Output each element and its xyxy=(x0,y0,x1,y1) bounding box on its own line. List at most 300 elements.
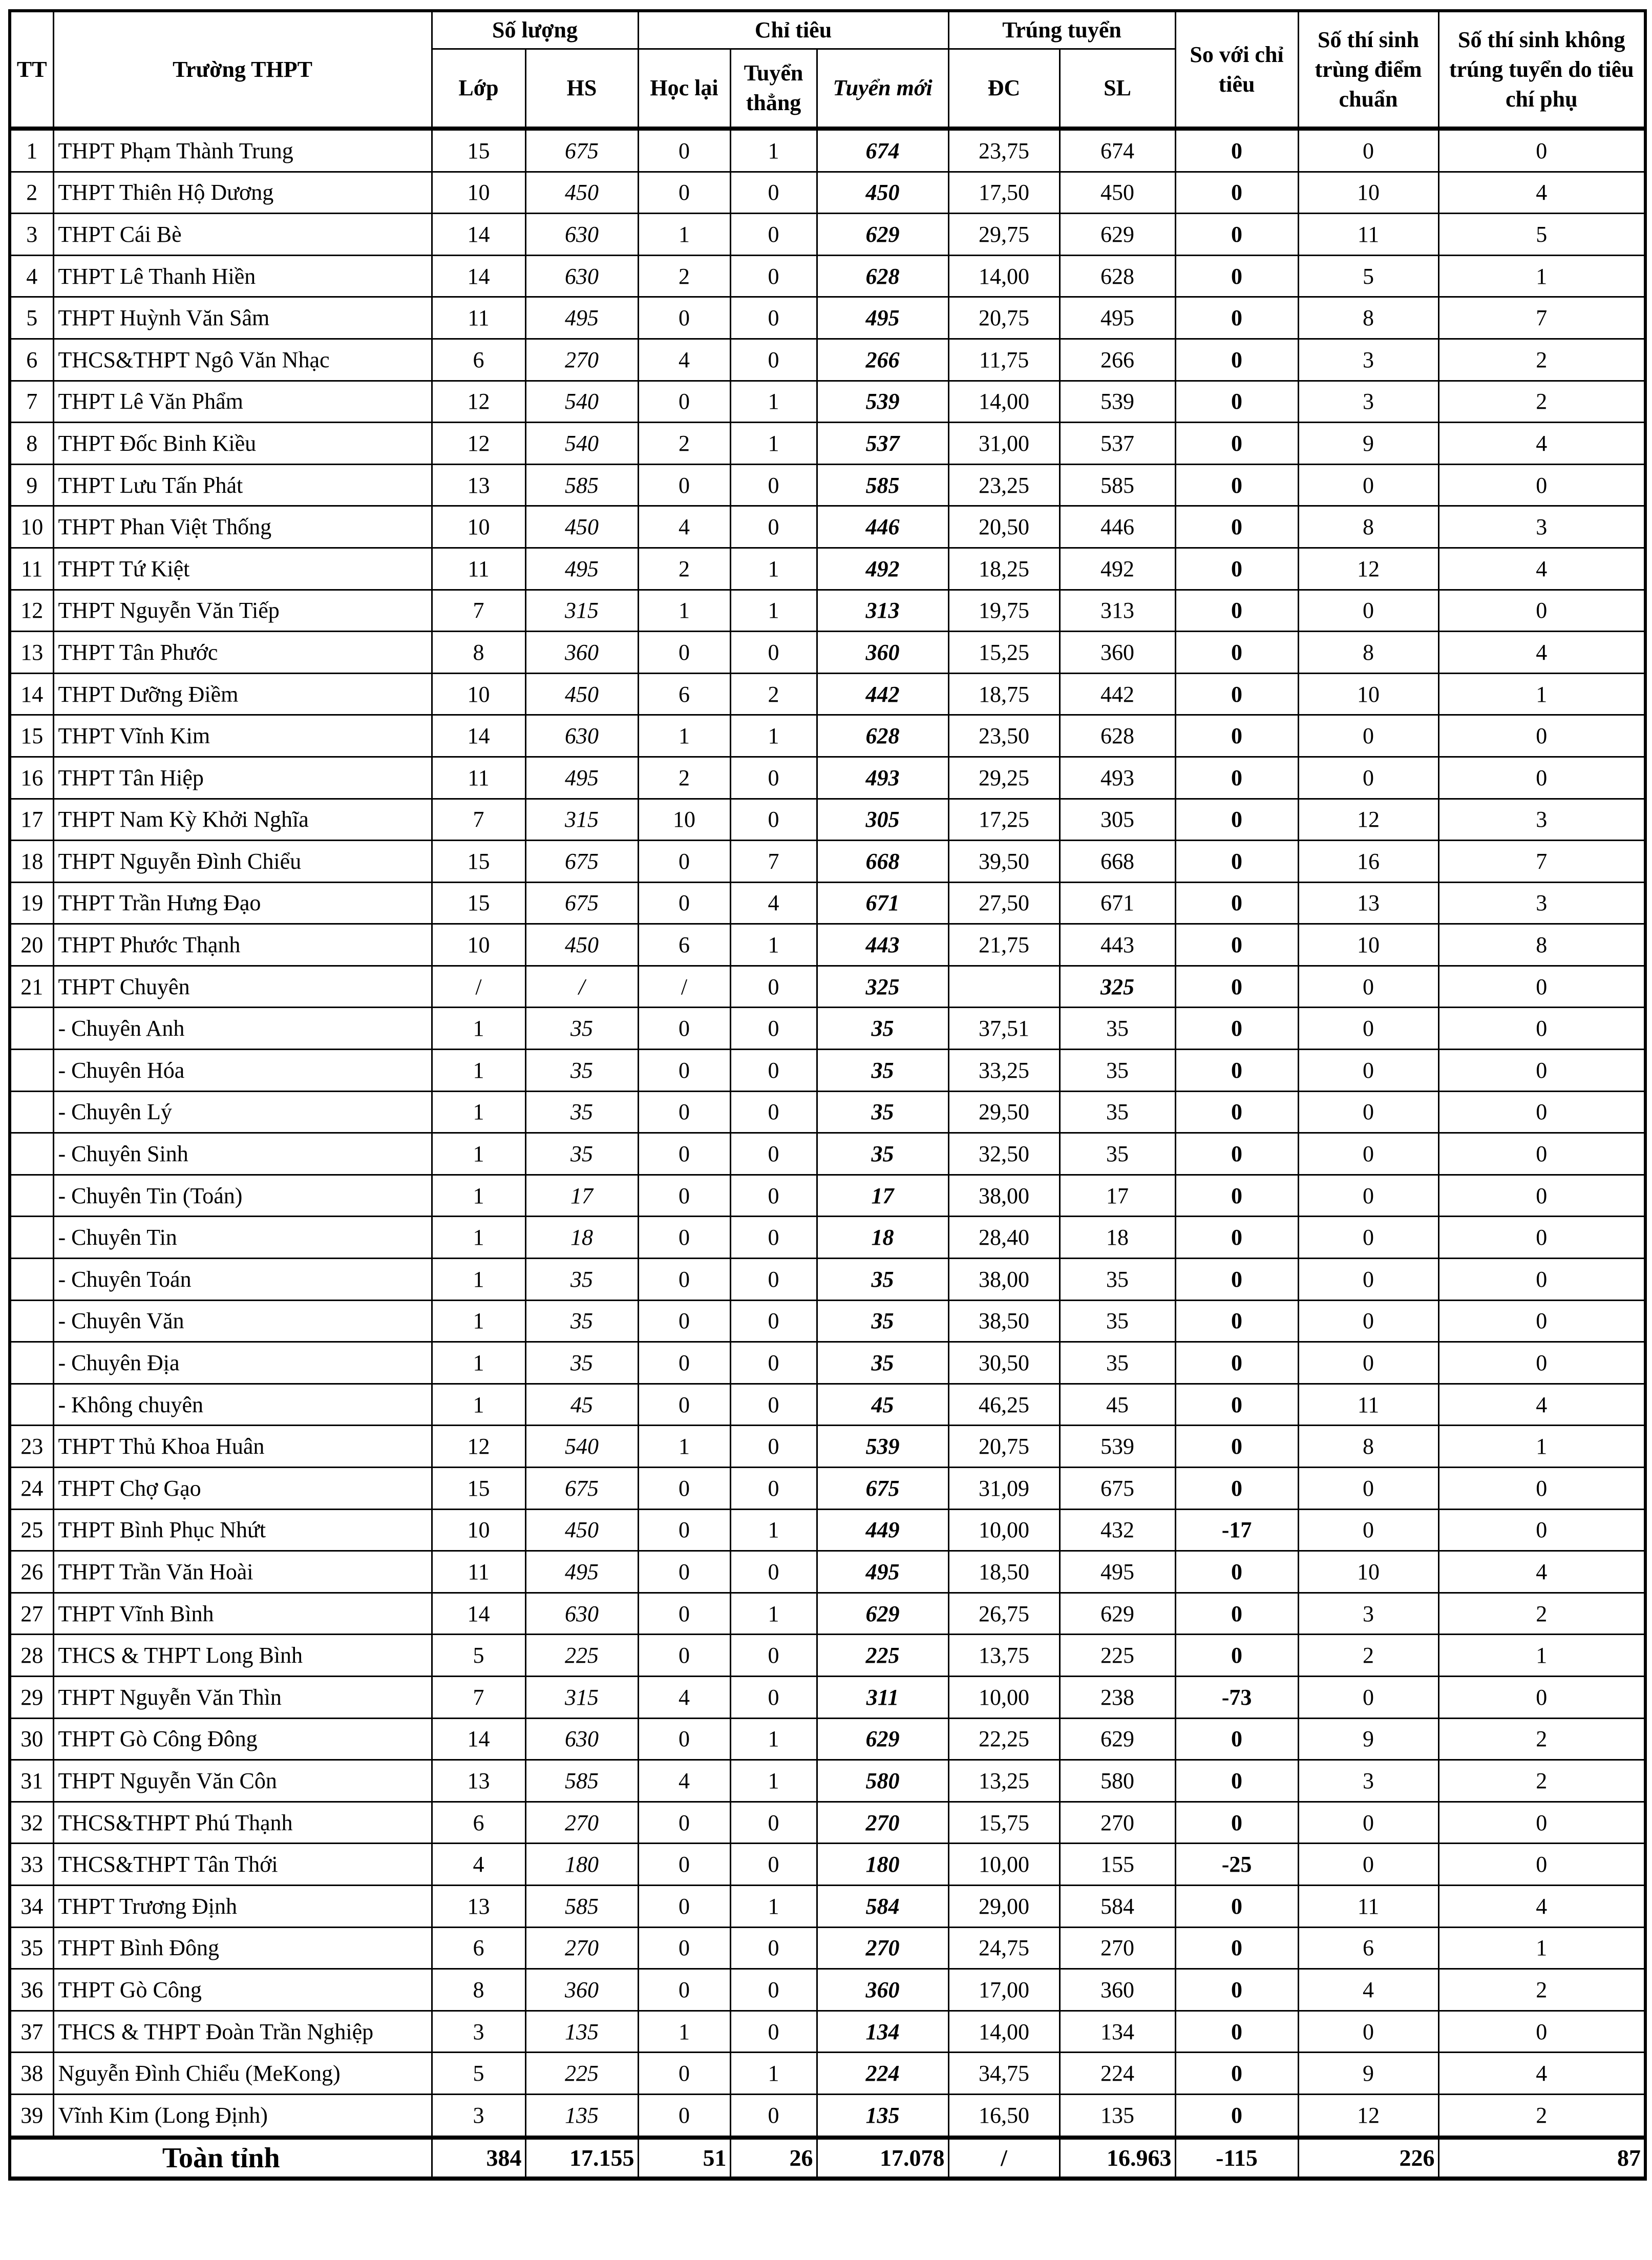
cell-trung-diem: 12 xyxy=(1298,2094,1438,2137)
cell-hs: 495 xyxy=(525,1551,638,1593)
cell-so-voi: 0 xyxy=(1175,924,1298,966)
cell-tt: 16 xyxy=(10,757,53,799)
cell-lop: 6 xyxy=(432,339,525,381)
cell-khong-trung: 0 xyxy=(1438,1175,1645,1217)
cell-trung-diem: 0 xyxy=(1298,1050,1438,1092)
cell-tt: 21 xyxy=(10,966,53,1008)
cell-lop: 14 xyxy=(432,255,525,297)
table-row xyxy=(10,1885,1645,1927)
cell-tuyen-moi: 446 xyxy=(817,506,948,548)
cell-tt: 2 xyxy=(10,172,53,214)
cell-so-voi: 0 xyxy=(1175,757,1298,799)
cell-tuyen-moi: 537 xyxy=(817,423,948,465)
cell-lop: 5 xyxy=(432,2053,525,2095)
cell-so-voi: 0 xyxy=(1175,1384,1298,1426)
cell-sl: 585 xyxy=(1060,464,1175,506)
cell-tt xyxy=(10,1217,53,1259)
cell-hoc-lai: 0 xyxy=(638,841,730,883)
cell-tuyen-moi: 585 xyxy=(817,464,948,506)
cell-trung-diem: 0 xyxy=(1298,1844,1438,1886)
cell-tt: 13 xyxy=(10,632,53,674)
cell-tuyen-moi: 629 xyxy=(817,1718,948,1760)
cell-tuyen-moi: 17 xyxy=(817,1175,948,1217)
cell-tt xyxy=(10,1300,53,1342)
cell-hoc-lai: 0 xyxy=(638,882,730,924)
cell-lop: 1 xyxy=(432,1217,525,1259)
cell-tuyen-thang: 0 xyxy=(730,1969,817,2011)
cell-so-voi: 0 xyxy=(1175,214,1298,256)
cell-tt: 25 xyxy=(10,1509,53,1551)
table-row xyxy=(10,1259,1645,1301)
cell-khong-trung: 0 xyxy=(1438,1802,1645,1844)
cell-tuyen-thang: 0 xyxy=(730,1802,817,1844)
cell-tuyen-moi: 35 xyxy=(817,1008,948,1050)
cell-tuyen-moi: 311 xyxy=(817,1676,948,1718)
cell-tuyen-moi: 270 xyxy=(817,1802,948,1844)
cell-khong-trung: 0 xyxy=(1438,1844,1645,1886)
cell-school: THCS & THPT Đoàn Trần Nghiệp xyxy=(53,2011,432,2053)
cell-trung-diem: 0 xyxy=(1298,1259,1438,1301)
cell-dc: 39,50 xyxy=(948,841,1060,883)
total-row xyxy=(10,2138,1645,2179)
cell-so-voi: 0 xyxy=(1175,506,1298,548)
cell-school: THPT Thủ Khoa Huân xyxy=(53,1426,432,1468)
cell-tt xyxy=(10,1259,53,1301)
cell-school: THPT Nguyễn Văn Côn xyxy=(53,1760,432,1802)
table-row xyxy=(10,1551,1645,1593)
cell-hs: / xyxy=(525,966,638,1008)
header-hs: HS xyxy=(525,49,638,129)
cell-dc: 38,00 xyxy=(948,1175,1060,1217)
cell-dc: 21,75 xyxy=(948,924,1060,966)
table-row xyxy=(10,1718,1645,1760)
cell-tuyen-thang: 1 xyxy=(730,2053,817,2095)
cell-tt: 15 xyxy=(10,715,53,757)
cell-so-voi: 0 xyxy=(1175,1091,1298,1133)
cell-tt: 32 xyxy=(10,1802,53,1844)
cell-lop: 13 xyxy=(432,464,525,506)
cell-dc: 23,25 xyxy=(948,464,1060,506)
cell-tuyen-thang: 1 xyxy=(730,1885,817,1927)
cell-trung-diem: 8 xyxy=(1298,297,1438,339)
cell-school: THPT Nguyễn Đình Chiểu xyxy=(53,841,432,883)
header-khong-trung: Số thí sinh không trúng tuyển do tiêu chí phụ xyxy=(1438,11,1645,129)
cell-tuyen-thang: 0 xyxy=(730,1175,817,1217)
cell-dc: 10,00 xyxy=(948,1844,1060,1886)
cell-tuyen-thang: 0 xyxy=(730,1050,817,1092)
cell-hs: 450 xyxy=(525,506,638,548)
cell-dc: 15,25 xyxy=(948,632,1060,674)
cell-hs: 18 xyxy=(525,1217,638,1259)
cell-school: THPT Tứ Kiệt xyxy=(53,548,432,590)
header-chi-tieu: Chỉ tiêu xyxy=(638,11,948,49)
header-sl: SL xyxy=(1060,49,1175,129)
cell-tuyen-moi: 180 xyxy=(817,1844,948,1886)
cell-hoc-lai: 0 xyxy=(638,1802,730,1844)
cell-hoc-lai: 0 xyxy=(638,1844,730,1886)
cell-hs: 270 xyxy=(525,1802,638,1844)
cell-school: THPT Lưu Tấn Phát xyxy=(53,464,432,506)
cell-hoc-lai: 4 xyxy=(638,1676,730,1718)
cell-lop: 14 xyxy=(432,214,525,256)
cell-tuyen-moi: 442 xyxy=(817,673,948,715)
cell-trung-diem: 12 xyxy=(1298,799,1438,841)
cell-lop: 14 xyxy=(432,1593,525,1635)
cell-dc: 20,75 xyxy=(948,297,1060,339)
cell-school: THCS&THPT Ngô Văn Nhạc xyxy=(53,339,432,381)
cell-tt: 10 xyxy=(10,506,53,548)
cell-khong-trung: 0 xyxy=(1438,1091,1645,1133)
cell-hoc-lai: 0 xyxy=(638,129,730,172)
table-row xyxy=(10,339,1645,381)
cell-tt: 19 xyxy=(10,882,53,924)
cell-sl: 35 xyxy=(1060,1342,1175,1384)
cell-tt: 17 xyxy=(10,799,53,841)
cell-so-voi: 0 xyxy=(1175,1133,1298,1175)
cell-tuyen-moi: 35 xyxy=(817,1091,948,1133)
cell-khong-trung: 0 xyxy=(1438,2011,1645,2053)
cell-dc: 30,50 xyxy=(948,1342,1060,1384)
cell-sl: 17 xyxy=(1060,1175,1175,1217)
total-label: Toàn tỉnh xyxy=(10,2138,432,2179)
cell-sl: 325 xyxy=(1060,966,1175,1008)
cell-trung-diem: 0 xyxy=(1298,1008,1438,1050)
cell-tuyen-moi: 671 xyxy=(817,882,948,924)
cell-khong-trung: 0 xyxy=(1438,1133,1645,1175)
cell-tuyen-thang: 7 xyxy=(730,841,817,883)
cell-so-voi: 0 xyxy=(1175,1760,1298,1802)
cell-khong-trung: 3 xyxy=(1438,882,1645,924)
cell-khong-trung: 0 xyxy=(1438,129,1645,172)
table-row xyxy=(10,255,1645,297)
cell-lop: 1 xyxy=(432,1384,525,1426)
cell-sl: 495 xyxy=(1060,297,1175,339)
cell-school: THPT Phan Việt Thống xyxy=(53,506,432,548)
cell-so-voi: 0 xyxy=(1175,1426,1298,1468)
cell-hs: 225 xyxy=(525,2053,638,2095)
cell-khong-trung: 0 xyxy=(1438,1217,1645,1259)
admission-results-table xyxy=(8,9,1647,2181)
cell-hoc-lai: 2 xyxy=(638,548,730,590)
cell-tuyen-moi: 580 xyxy=(817,1760,948,1802)
cell-lop: 10 xyxy=(432,1509,525,1551)
cell-trung-diem: 10 xyxy=(1298,924,1438,966)
cell-trung-diem: 3 xyxy=(1298,339,1438,381)
cell-hs: 450 xyxy=(525,673,638,715)
cell-sl: 18 xyxy=(1060,1217,1175,1259)
header-school: Trường THPT xyxy=(53,11,432,129)
cell-dc: 20,50 xyxy=(948,506,1060,548)
cell-sl: 493 xyxy=(1060,757,1175,799)
cell-tuyen-thang: 0 xyxy=(730,1676,817,1718)
cell-hoc-lai: 0 xyxy=(638,2053,730,2095)
total-lop: 384 xyxy=(432,2138,525,2179)
cell-trung-diem: 0 xyxy=(1298,1300,1438,1342)
cell-tt: 29 xyxy=(10,1676,53,1718)
cell-khong-trung: 2 xyxy=(1438,1760,1645,1802)
cell-khong-trung: 1 xyxy=(1438,255,1645,297)
cell-khong-trung: 4 xyxy=(1438,548,1645,590)
cell-hoc-lai: 6 xyxy=(638,673,730,715)
cell-so-voi: 0 xyxy=(1175,1217,1298,1259)
table-row xyxy=(10,799,1645,841)
table-row xyxy=(10,757,1645,799)
cell-tuyen-moi: 584 xyxy=(817,1885,948,1927)
cell-tt: 28 xyxy=(10,1635,53,1677)
cell-tuyen-thang: 0 xyxy=(730,632,817,674)
cell-dc: 28,40 xyxy=(948,1217,1060,1259)
cell-sl: 35 xyxy=(1060,1259,1175,1301)
cell-trung-diem: 0 xyxy=(1298,966,1438,1008)
cell-dc: 14,00 xyxy=(948,381,1060,423)
table-row xyxy=(10,1969,1645,2011)
cell-sl: 35 xyxy=(1060,1050,1175,1092)
cell-school: THPT Tân Phước xyxy=(53,632,432,674)
cell-tuyen-moi: 492 xyxy=(817,548,948,590)
cell-lop: 11 xyxy=(432,1551,525,1593)
cell-tuyen-moi: 360 xyxy=(817,632,948,674)
cell-tt: 20 xyxy=(10,924,53,966)
cell-so-voi: 0 xyxy=(1175,1259,1298,1301)
cell-school: THPT Lê Văn Phẩm xyxy=(53,381,432,423)
cell-tuyen-moi: 35 xyxy=(817,1050,948,1092)
table-row xyxy=(10,1426,1645,1468)
cell-hoc-lai: 0 xyxy=(638,1468,730,1510)
table-row xyxy=(10,1217,1645,1259)
cell-dc: 22,25 xyxy=(948,1718,1060,1760)
cell-dc: 29,00 xyxy=(948,1885,1060,1927)
cell-trung-diem: 0 xyxy=(1298,129,1438,172)
cell-so-voi: 0 xyxy=(1175,1300,1298,1342)
cell-hoc-lai: 0 xyxy=(638,172,730,214)
cell-hs: 270 xyxy=(525,339,638,381)
cell-lop: 1 xyxy=(432,1091,525,1133)
cell-trung-diem: 8 xyxy=(1298,1426,1438,1468)
table-row xyxy=(10,1676,1645,1718)
total-dc: / xyxy=(948,2138,1060,2179)
cell-school: - Chuyên Anh xyxy=(53,1008,432,1050)
cell-hoc-lai: 0 xyxy=(638,1091,730,1133)
cell-school: THPT Trần Hưng Đạo xyxy=(53,882,432,924)
cell-tuyen-thang: 4 xyxy=(730,882,817,924)
cell-dc: 19,75 xyxy=(948,590,1060,632)
cell-tt xyxy=(10,1091,53,1133)
cell-so-voi: 0 xyxy=(1175,1551,1298,1593)
cell-hs: 315 xyxy=(525,590,638,632)
cell-so-voi: 0 xyxy=(1175,381,1298,423)
cell-dc: 13,75 xyxy=(948,1635,1060,1677)
cell-school: THCS&THPT Phú Thạnh xyxy=(53,1802,432,1844)
header-hoc-lai: Học lại xyxy=(638,49,730,129)
cell-khong-trung: 4 xyxy=(1438,1885,1645,1927)
cell-trung-diem: 11 xyxy=(1298,1885,1438,1927)
cell-tuyen-moi: 675 xyxy=(817,1468,948,1510)
cell-hoc-lai: 0 xyxy=(638,1969,730,2011)
cell-khong-trung: 0 xyxy=(1438,1342,1645,1384)
cell-hoc-lai: 4 xyxy=(638,506,730,548)
cell-hoc-lai: 0 xyxy=(638,1217,730,1259)
cell-sl: 35 xyxy=(1060,1091,1175,1133)
cell-khong-trung: 1 xyxy=(1438,673,1645,715)
cell-trung-diem: 8 xyxy=(1298,632,1438,674)
cell-tt: 35 xyxy=(10,1927,53,1969)
cell-sl: 270 xyxy=(1060,1802,1175,1844)
cell-hoc-lai: 0 xyxy=(638,1509,730,1551)
cell-dc: 16,50 xyxy=(948,2094,1060,2137)
cell-so-voi: 0 xyxy=(1175,1885,1298,1927)
cell-school: THCS&THPT Tân Thới xyxy=(53,1844,432,1886)
cell-lop: 1 xyxy=(432,1008,525,1050)
cell-so-voi: 0 xyxy=(1175,1468,1298,1510)
cell-trung-diem: 0 xyxy=(1298,590,1438,632)
cell-school: - Chuyên Tin xyxy=(53,1217,432,1259)
cell-tuyen-moi: 18 xyxy=(817,1217,948,1259)
cell-lop: 10 xyxy=(432,924,525,966)
cell-dc: 33,25 xyxy=(948,1050,1060,1092)
cell-school: THPT Huỳnh Văn Sâm xyxy=(53,297,432,339)
cell-lop: 7 xyxy=(432,590,525,632)
cell-lop: 10 xyxy=(432,673,525,715)
cell-hoc-lai: 1 xyxy=(638,590,730,632)
cell-hs: 17 xyxy=(525,1175,638,1217)
cell-hoc-lai: 1 xyxy=(638,214,730,256)
cell-hs: 540 xyxy=(525,381,638,423)
cell-sl: 313 xyxy=(1060,590,1175,632)
cell-tuyen-thang: 0 xyxy=(730,2011,817,2053)
cell-trung-diem: 0 xyxy=(1298,1217,1438,1259)
cell-tuyen-thang: 0 xyxy=(730,1384,817,1426)
cell-tuyen-moi: 35 xyxy=(817,1259,948,1301)
cell-so-voi: 0 xyxy=(1175,255,1298,297)
cell-school: THPT Vĩnh Kim xyxy=(53,715,432,757)
cell-lop: 12 xyxy=(432,381,525,423)
cell-hs: 450 xyxy=(525,172,638,214)
cell-tuyen-thang: 0 xyxy=(730,1342,817,1384)
cell-dc: 29,75 xyxy=(948,214,1060,256)
total-tuyen-moi: 17.078 xyxy=(817,2138,948,2179)
cell-so-voi: 0 xyxy=(1175,1008,1298,1050)
cell-khong-trung: 0 xyxy=(1438,1259,1645,1301)
cell-school: THPT Trần Văn Hoài xyxy=(53,1551,432,1593)
cell-tuyen-moi: 449 xyxy=(817,1509,948,1551)
cell-khong-trung: 4 xyxy=(1438,632,1645,674)
cell-hoc-lai: 0 xyxy=(638,1927,730,1969)
cell-lop: 8 xyxy=(432,1969,525,2011)
cell-hs: 35 xyxy=(525,1300,638,1342)
cell-hs: 315 xyxy=(525,799,638,841)
cell-school: THPT Nam Kỳ Khởi Nghĩa xyxy=(53,799,432,841)
cell-sl: 674 xyxy=(1060,129,1175,172)
cell-trung-diem: 0 xyxy=(1298,1091,1438,1133)
cell-hoc-lai: 4 xyxy=(638,339,730,381)
cell-tt: 8 xyxy=(10,423,53,465)
cell-lop: 1 xyxy=(432,1175,525,1217)
cell-khong-trung: 0 xyxy=(1438,966,1645,1008)
cell-sl: 432 xyxy=(1060,1509,1175,1551)
cell-tuyen-moi: 628 xyxy=(817,715,948,757)
cell-trung-diem: 2 xyxy=(1298,1635,1438,1677)
cell-tuyen-moi: 35 xyxy=(817,1342,948,1384)
cell-tt: 12 xyxy=(10,590,53,632)
cell-hs: 360 xyxy=(525,632,638,674)
cell-school: THPT Vĩnh Bình xyxy=(53,1593,432,1635)
cell-school: Nguyễn Đình Chiểu (MeKong) xyxy=(53,2053,432,2095)
cell-hoc-lai: 0 xyxy=(638,1635,730,1677)
cell-sl: 675 xyxy=(1060,1468,1175,1510)
cell-khong-trung: 1 xyxy=(1438,1927,1645,1969)
cell-tuyen-moi: 450 xyxy=(817,172,948,214)
cell-khong-trung: 7 xyxy=(1438,297,1645,339)
cell-dc: 14,00 xyxy=(948,2011,1060,2053)
cell-tuyen-thang: 0 xyxy=(730,255,817,297)
total-sl: 16.963 xyxy=(1060,2138,1175,2179)
cell-tuyen-moi: 270 xyxy=(817,1927,948,1969)
table-row xyxy=(10,2011,1645,2053)
cell-khong-trung: 2 xyxy=(1438,1969,1645,2011)
cell-hs: 35 xyxy=(525,1050,638,1092)
cell-hs: 225 xyxy=(525,1635,638,1677)
cell-hoc-lai: 0 xyxy=(638,1008,730,1050)
table-row xyxy=(10,172,1645,214)
cell-dc: 13,25 xyxy=(948,1760,1060,1802)
cell-khong-trung: 3 xyxy=(1438,506,1645,548)
cell-tuyen-thang: 0 xyxy=(730,1008,817,1050)
cell-sl: 225 xyxy=(1060,1635,1175,1677)
cell-hoc-lai: 1 xyxy=(638,715,730,757)
table-row xyxy=(10,214,1645,256)
cell-school: - Không chuyên xyxy=(53,1384,432,1426)
cell-lop: 4 xyxy=(432,1844,525,1886)
cell-lop: 15 xyxy=(432,1468,525,1510)
cell-dc: 29,50 xyxy=(948,1091,1060,1133)
cell-hoc-lai: / xyxy=(638,966,730,1008)
cell-tuyen-moi: 135 xyxy=(817,2094,948,2137)
cell-hs: 180 xyxy=(525,1844,638,1886)
cell-hoc-lai: 0 xyxy=(638,1300,730,1342)
cell-tuyen-thang: 1 xyxy=(730,1718,817,1760)
cell-hoc-lai: 0 xyxy=(638,632,730,674)
cell-khong-trung: 3 xyxy=(1438,799,1645,841)
cell-dc: 46,25 xyxy=(948,1384,1060,1426)
cell-sl: 266 xyxy=(1060,339,1175,381)
cell-sl: 360 xyxy=(1060,632,1175,674)
cell-khong-trung: 0 xyxy=(1438,1050,1645,1092)
cell-khong-trung: 0 xyxy=(1438,464,1645,506)
cell-school: THPT Trương Định xyxy=(53,1885,432,1927)
cell-tt: 14 xyxy=(10,673,53,715)
cell-so-voi: 0 xyxy=(1175,1718,1298,1760)
cell-sl: 629 xyxy=(1060,214,1175,256)
cell-trung-diem: 6 xyxy=(1298,1927,1438,1969)
cell-school: - Chuyên Văn xyxy=(53,1300,432,1342)
cell-school: THPT Thiên Hộ Dương xyxy=(53,172,432,214)
cell-tuyen-thang: 1 xyxy=(730,129,817,172)
header-tuyen-thang: Tuyển thẳng xyxy=(730,49,817,129)
cell-tuyen-moi: 35 xyxy=(817,1300,948,1342)
cell-tt: 18 xyxy=(10,841,53,883)
cell-trung-diem: 10 xyxy=(1298,673,1438,715)
cell-school: THPT Lê Thanh Hiền xyxy=(53,255,432,297)
cell-tuyen-moi: 325 xyxy=(817,966,948,1008)
cell-tuyen-thang: 0 xyxy=(730,214,817,256)
cell-hoc-lai: 4 xyxy=(638,1760,730,1802)
table-row xyxy=(10,1635,1645,1677)
cell-lop: 11 xyxy=(432,757,525,799)
cell-hs: 450 xyxy=(525,924,638,966)
cell-sl: 584 xyxy=(1060,1885,1175,1927)
cell-hoc-lai: 0 xyxy=(638,1175,730,1217)
cell-tt: 39 xyxy=(10,2094,53,2137)
